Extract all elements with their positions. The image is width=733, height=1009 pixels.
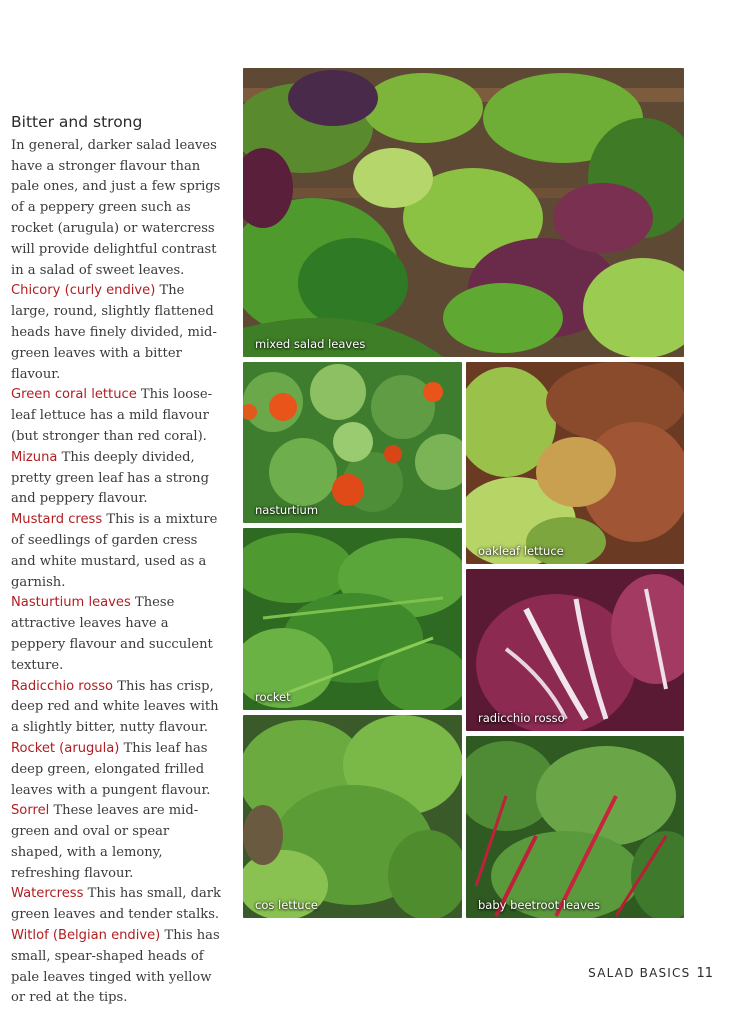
entry-term: Chicory (curly endive) bbox=[11, 283, 156, 299]
entry-term: Witlof (Belgian endive) bbox=[11, 928, 161, 944]
entry-chicory bbox=[11, 281, 223, 385]
entry-rocket bbox=[11, 739, 223, 801]
mixed-salad-image bbox=[243, 68, 684, 357]
caption-cos-lettuce: cos lettuce bbox=[255, 898, 318, 912]
entry-term: Nasturtium leaves bbox=[11, 595, 131, 611]
intro-paragraph: In general, darker salad leaves have a stronger flavour than pale ones, and just a few sprigs of a peppery green such as rocket (arugula) or watercress will provide delightful contrast in a salad of sweet leaves. bbox=[11, 137, 221, 278]
entry-text: The large, round, slightly flattened heads have finely divided, mid-green leaves with a bitter flavour. bbox=[11, 283, 217, 382]
entry-radicchio bbox=[11, 677, 223, 739]
entry-text: This is a mixture of seedlings of garden cress and white mustard, used as a garnish. bbox=[11, 512, 218, 590]
entry-term: Watercress bbox=[11, 886, 84, 902]
page-number: 11 bbox=[696, 966, 713, 981]
entry-text: This leaf has deep green, elongated frilled leaves with a pungent flavour. bbox=[11, 740, 211, 798]
entry-text: These attractive leaves have a peppery flavour and succulent texture. bbox=[11, 595, 213, 673]
oakleaf-image bbox=[466, 362, 684, 564]
caption-baby-beetroot-leaves: baby beetroot leaves bbox=[478, 898, 600, 912]
entry-green-coral bbox=[11, 385, 223, 447]
text-column bbox=[11, 112, 223, 1009]
photo-oakleaf-lettuce bbox=[466, 362, 684, 564]
caption-rocket: rocket bbox=[255, 690, 291, 704]
nasturtium-image bbox=[243, 362, 462, 523]
page-footer bbox=[588, 966, 713, 981]
footer-section: SALAD BASICS bbox=[588, 966, 691, 980]
entry-text: These leaves are mid-green and oval or spear shaped, with a lemony, refreshing flavour. bbox=[11, 803, 199, 881]
entry-text: This has small, spear-shaped heads of pale leaves tinged with yellow or red at the tips. bbox=[11, 928, 220, 1006]
entry-term: Mizuna bbox=[11, 449, 58, 465]
rocket-image bbox=[243, 528, 462, 710]
entry-text: This loose-leaf lettuce has a mild flavour (but stronger than red coral). bbox=[11, 387, 213, 444]
caption-oakleaf-lettuce: oakleaf lettuce bbox=[478, 544, 564, 558]
entry-witlof bbox=[11, 926, 223, 1009]
entry-mizuna bbox=[11, 448, 223, 510]
photo-rocket bbox=[243, 528, 462, 710]
photo-cos-lettuce bbox=[243, 715, 462, 918]
entry-text: This has small, dark green leaves and tender stalks. bbox=[11, 886, 221, 923]
caption-nasturtium: nasturtium bbox=[255, 503, 319, 517]
caption-radicchio-rosso: radicchio rosso bbox=[478, 711, 565, 725]
entry-term: Rocket (arugula) bbox=[11, 740, 120, 756]
caption-mixed-salad-leaves: mixed salad leaves bbox=[255, 337, 366, 351]
photo-nasturtium bbox=[243, 362, 462, 523]
entry-sorrel bbox=[11, 801, 223, 884]
entry-text: This deeply divided, pretty green leaf has a strong and peppery flavour. bbox=[11, 449, 209, 507]
photo-mixed-salad-leaves bbox=[243, 68, 684, 357]
radicchio-image bbox=[466, 569, 684, 731]
cos-lettuce-image bbox=[243, 715, 462, 918]
beetroot-image bbox=[466, 736, 684, 918]
entry-mustard-cress bbox=[11, 510, 223, 593]
entry-term: Sorrel bbox=[11, 803, 50, 819]
entry-term: Mustard cress bbox=[11, 512, 103, 528]
entry-term: Radicchio rosso bbox=[11, 678, 114, 694]
photo-radicchio-rosso bbox=[466, 569, 684, 731]
entry-text: This has crisp, deep red and white leaves with a slightly bitter, nutty flavour. bbox=[11, 678, 219, 736]
photo-baby-beetroot-leaves bbox=[466, 736, 684, 918]
entry-nasturtium bbox=[11, 593, 223, 676]
section-heading: Bitter and strong bbox=[11, 113, 143, 131]
entry-term: Green coral lettuce bbox=[11, 387, 137, 403]
entry-watercress bbox=[11, 884, 223, 926]
